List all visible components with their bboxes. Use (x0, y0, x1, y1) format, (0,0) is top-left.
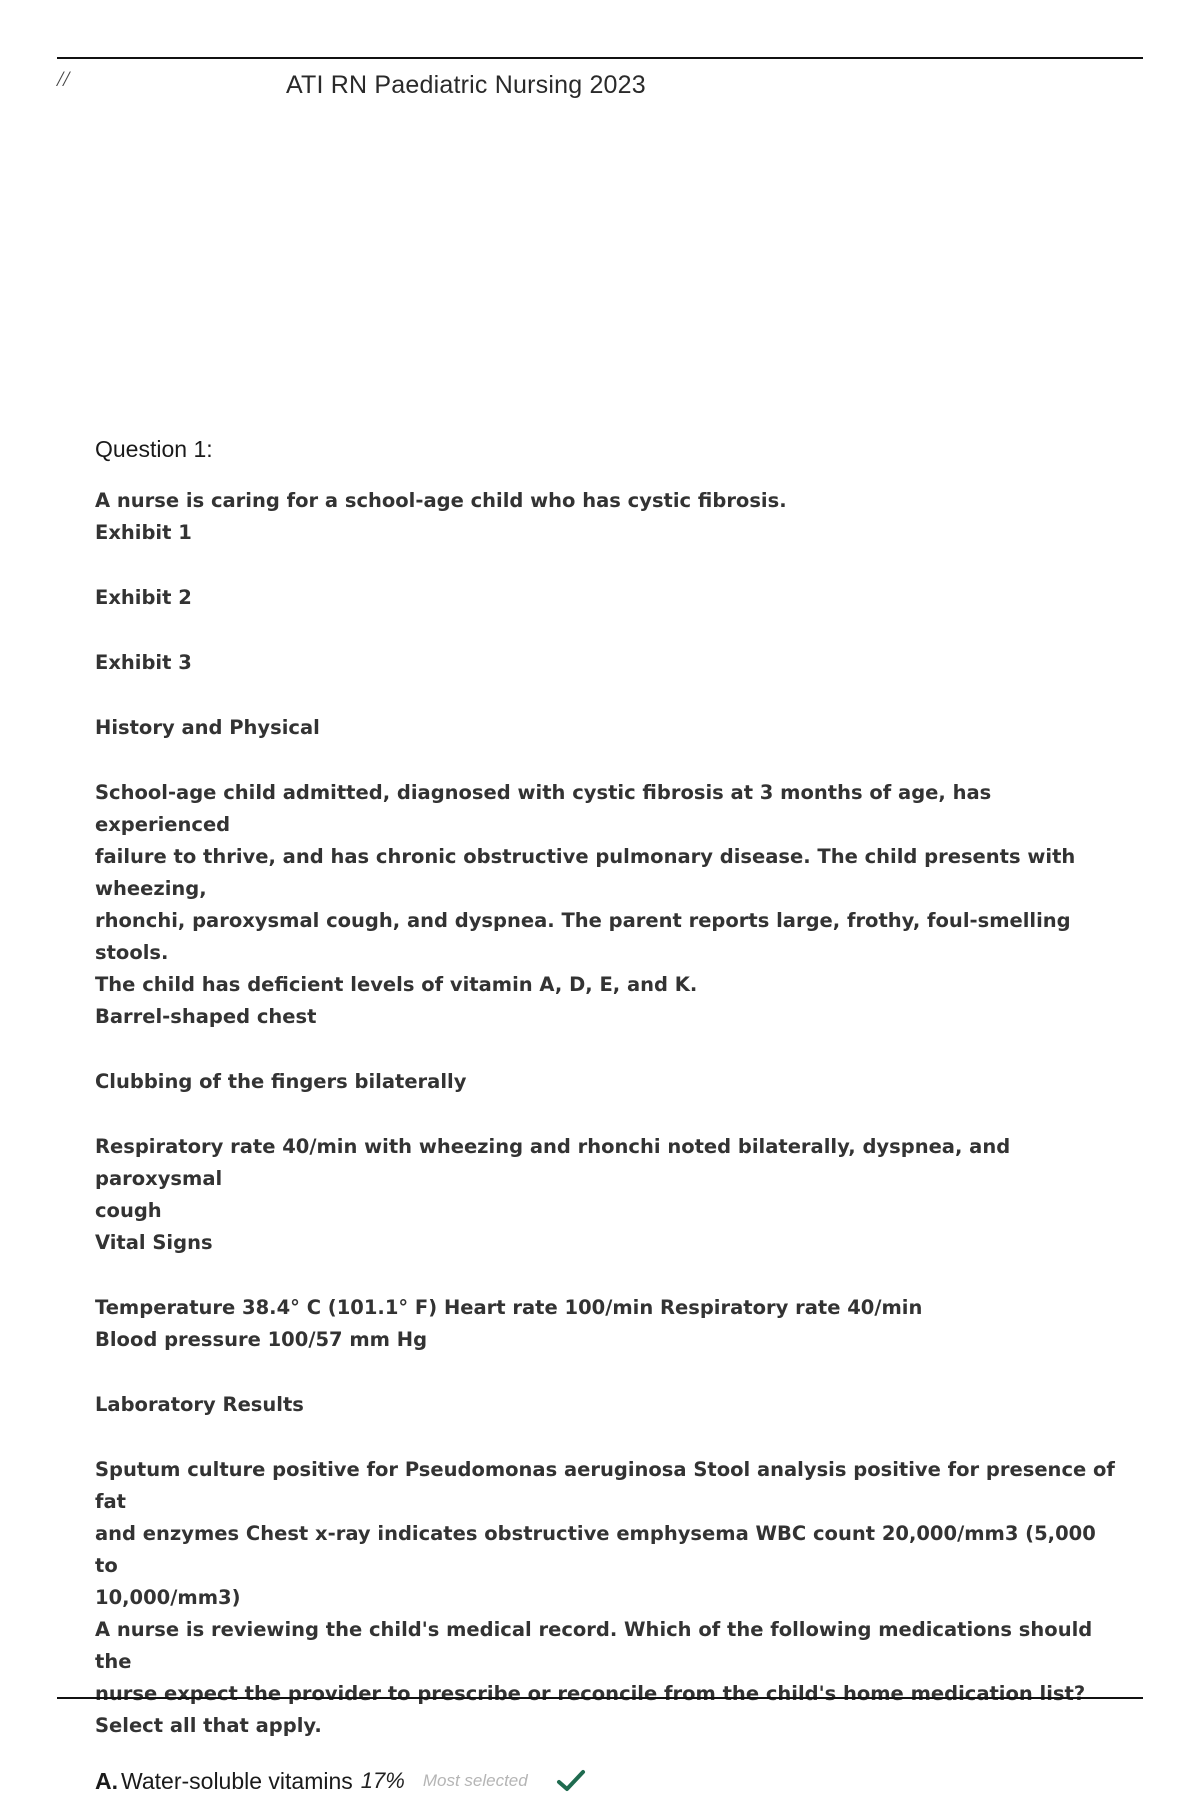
lab-line: Sputum culture positive for Pseudomonas aeruginosa Stool analysis positive for presence of fat (95, 1458, 1115, 1513)
lab-line: 10,000/mm3) (95, 1586, 241, 1609)
hp-line: The child has deficient levels of vitamin A, D, E, and K. (95, 973, 698, 996)
answer-text: Water-soluble vitamins (121, 1767, 353, 1794)
answer-percent: 17% (360, 1768, 405, 1793)
header-slashes: // (57, 66, 70, 91)
exhibit-2: Exhibit 2 (95, 586, 192, 609)
question-prompt: A nurse is reviewing the child's medical record. Which of the following medications should the (95, 1618, 1093, 1673)
history-physical-heading: History and Physical (95, 716, 320, 739)
answer-option-a[interactable] (95, 1764, 1125, 1798)
select-all-instruction: Select all that apply. (95, 1714, 322, 1737)
question-prompt: nurse expect the provider to prescribe or reconcile from the child's home medication list? (95, 1682, 1086, 1705)
bottom-rule (57, 1697, 1143, 1699)
question-heading: Question 1: (95, 436, 213, 462)
vitals-line: Blood pressure 100/57 mm Hg (95, 1328, 428, 1351)
hp-line: Barrel-shaped chest (95, 1005, 317, 1028)
question-block (95, 436, 1125, 1798)
vitals-line: Temperature 38.4° C (101.1° F) Heart rate 100/min Respiratory rate 40/min (95, 1296, 923, 1319)
exhibit-3: Exhibit 3 (95, 651, 192, 674)
answer-letter: A. (95, 1767, 118, 1794)
question-intro: A nurse is caring for a school-age child who has cystic fibrosis. (95, 489, 787, 512)
page-title: ATI RN Paediatric Nursing 2023 (286, 71, 646, 99)
most-selected-tag: Most selected (422, 1771, 528, 1790)
exhibit-1: Exhibit 1 (95, 521, 192, 544)
clubbing-finding: Clubbing of the fingers bilaterally (95, 1070, 467, 1093)
lab-line: and enzymes Chest x-ray indicates obstructive emphysema WBC count 20,000/mm3 (5,000 to (95, 1522, 1096, 1577)
hp-line: rhonchi, paroxysmal cough, and dyspnea. The parent reports large, frothy, foul-smelling stools. (95, 909, 1071, 964)
vital-signs-heading: Vital Signs (95, 1231, 213, 1254)
hp-line: failure to thrive, and has chronic obstructive pulmonary disease. The child presents with wheezing, (95, 845, 1076, 900)
check-icon (556, 1768, 586, 1794)
lab-results-heading: Laboratory Results (95, 1393, 304, 1416)
resp-line: cough (95, 1199, 162, 1222)
top-rule (57, 57, 1143, 59)
resp-line: Respiratory rate 40/min with wheezing and rhonchi noted bilaterally, dyspnea, and paroxysmal (95, 1135, 1011, 1190)
hp-line: School-age child admitted, diagnosed with cystic fibrosis at 3 months of age, has experienced (95, 781, 992, 836)
